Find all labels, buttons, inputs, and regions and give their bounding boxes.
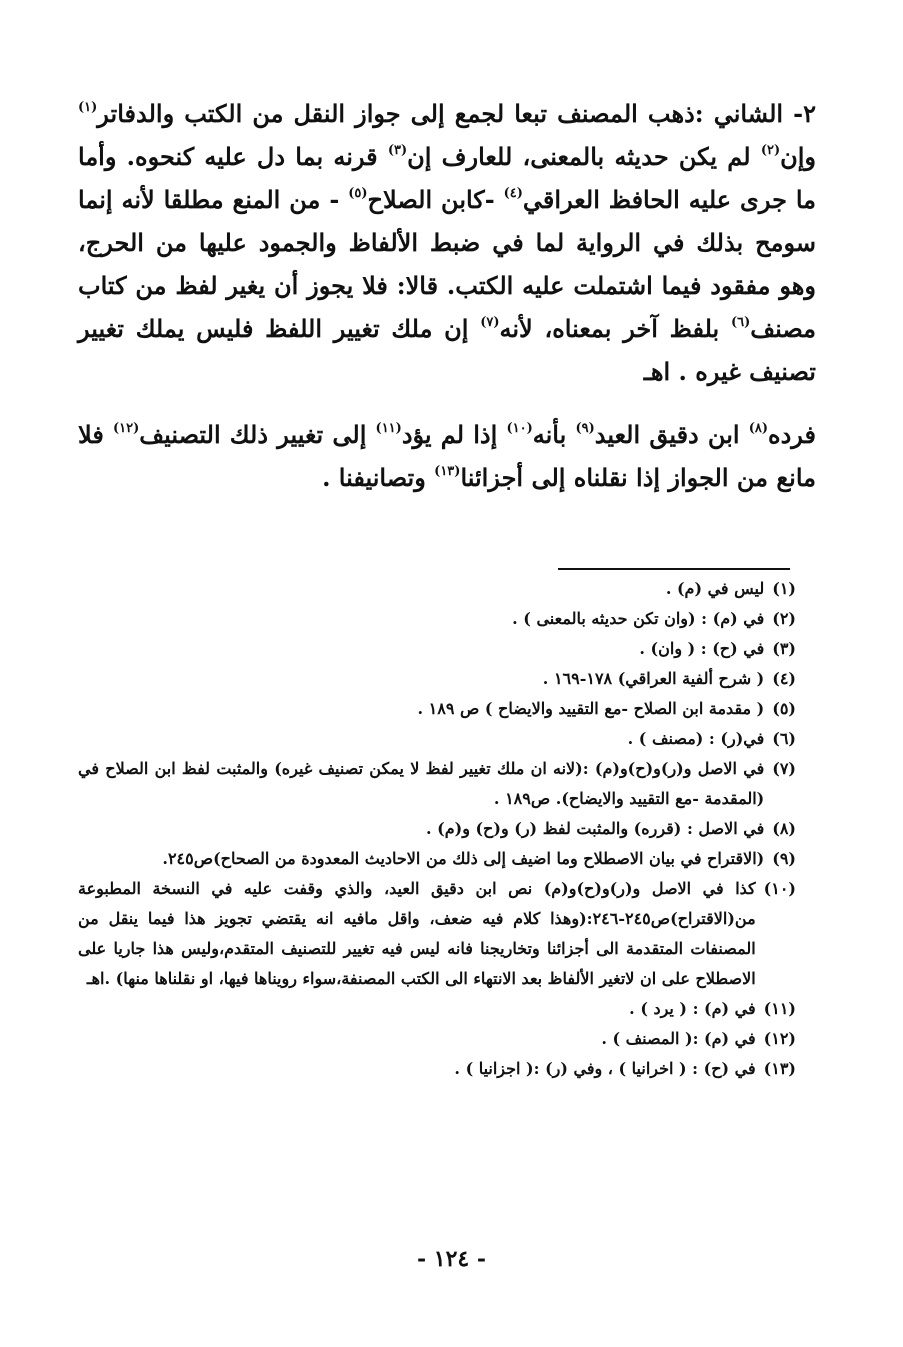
text-run: قرنه بما دل عليه كنحوه. وأما ما جرى عليه الحافظ العراقي (78, 142, 817, 214)
text-run: فرده (768, 420, 817, 449)
footnote-ref: (١١) (375, 421, 402, 436)
footnote-text: (الاقتراح في بيان الاصطلاح وما اضيف إلى ذلك من الاحاديث المعدودة من الصحاح)ص٢٤٥. (162, 849, 765, 868)
footnote-number: (١٠) (763, 879, 796, 898)
footnote-number: (٤) (772, 669, 796, 688)
footnote-item (78, 724, 796, 754)
text-run: ابن دقيق العيد (594, 420, 749, 449)
footnote-item (78, 754, 796, 814)
text-run: فلا مانع من الجواز إذا نقلناه إلى أجزائنا (78, 420, 816, 492)
footnote-ref: (٨) (748, 421, 769, 436)
footnote-ref: (١٢) (112, 421, 140, 436)
footnote-item (78, 994, 796, 1024)
footnote-text: في(ر) : (مصنف ) . (627, 729, 765, 748)
text-run: إذا لم يؤد (401, 420, 507, 449)
footnote-item (78, 874, 796, 994)
text-run: - من المنع مطلقا لأنه إنما سومح بذلك في الرواية لما في ضبط الألفاظ والجمود عليها من الحرج، وهو مفقود فيما اشتملت عليه الكتب. قالا: فلا يجوز أن يغير لفظ من كتاب مصنف (78, 185, 817, 343)
footnote-number: (١٣) (763, 1059, 796, 1078)
footnote-text: في (ح) : ( وان) . (639, 639, 765, 658)
footnote-item (78, 634, 796, 664)
footnote-ref: (٧) (480, 315, 500, 330)
text-run: بأنه (532, 420, 576, 449)
text-run: إن ملك تغيير اللفظ فليس يملك تغيير تصنيف غيره . اهـ (78, 314, 816, 386)
text-run: ٢- الشاني :ذهب المصنف تبعا لجمع إلى جواز النقل من الكتب والدفاتر (97, 99, 816, 128)
paragraph-2 (78, 413, 816, 499)
footnote-ref: (٦) (730, 315, 751, 330)
footnote-text: في الاصل و(ر)و(ح)و(م) :(لانه ان ملك تغيير لفظ لا يمكن تصنيف غيره) والمثبت لفظ ابن الصلاح في (المقدمة -مع التقييد والايضاح). ص١٨٩ . (78, 759, 765, 808)
footnote-ref: (٩) (575, 421, 595, 436)
footnote-number: (٧) (772, 759, 796, 778)
footnote-item (78, 694, 796, 724)
footnote-item (78, 1024, 796, 1054)
footnote-number: (١٢) (763, 1029, 796, 1048)
footnote-item (78, 844, 796, 874)
footnote-number: (٦) (772, 729, 796, 748)
text-run: لم يكن حديثه بالمعنى، للعارف إن (407, 142, 761, 171)
footnote-number: (٩) (772, 849, 796, 868)
footnote-ref: (٥) (348, 186, 368, 201)
paragraph-1 (78, 92, 816, 393)
footnote-text: في (ح) : ( اخرانيا ) ، وفي (ر) :( اجزانيا ) . (454, 1059, 756, 1078)
footnote-text: في (م) :( المصنف ) . (601, 1029, 756, 1048)
text-run: إلى تغيير ذلك التصنيف (139, 420, 376, 449)
footnote-number: (١١) (763, 999, 796, 1018)
footnote-number: (١) (772, 579, 796, 598)
footnote-item (78, 1054, 796, 1084)
footnote-item (78, 574, 796, 604)
footnotes (78, 574, 796, 1084)
footnote-text: ( مقدمة ابن الصلاح -مع التقييد والايضاح ) ص ١٨٩ . (417, 699, 765, 718)
footnote-text: في (م) : (وان تكن حديثه بالمعنى ) . (512, 609, 765, 628)
footnote-number: (٣) (772, 639, 796, 658)
main-text (78, 92, 816, 499)
footnote-ref: (١٠) (506, 421, 533, 436)
footnote-ref: (١٣) (434, 464, 461, 479)
footnote-separator (558, 568, 790, 570)
footnote-ref: (٢) (760, 143, 781, 158)
text-run: وإن (780, 142, 816, 171)
footnote-text: في (م) : ( يرد ) . (629, 999, 756, 1018)
footnote-number: (٢) (772, 609, 796, 628)
footnote-ref: (٤) (503, 186, 523, 201)
footnote-item (78, 814, 796, 844)
text-run: وتصانيفنا . (322, 463, 435, 492)
footnote-text: ( شرح ألفية العراقي) ١٧٨-١٦٩ . (542, 669, 765, 688)
footnote-ref: (١) (78, 100, 98, 115)
footnote-number: (٥) (772, 699, 796, 718)
footnote-text: في الاصل : (قرره) والمثبت لفظ (ر) و(ح) و(م) . (426, 819, 765, 838)
footnote-text: كذا في الاصل و(ر)و(ح)و(م) نص ابن دقيق العيد، والذي وقفت عليه في النسخة المطبوعة من(الاقتراح)ص٢٤٥-٢٤٦:(وهذا كلام فيه ضعف، واقل مافيه انه يقتضي تجويز هذا فيما ينقل من المصنفات المتقدمة الى أجزائنا وتخاريجنا فانه ليس فيه تغيير للتصنيف المتقدم،وليس هذا جاريا على الاصطلاح على ان لاتغير الألفاظ بعد الانتهاء الى الكتب المصنفة،سواء رويناها فيها، او نقلناها منها) .اهـ (78, 879, 756, 988)
footnote-ref: (٣) (387, 143, 408, 158)
footnote-text: ليس في (م) . (665, 579, 765, 598)
text-run: بلفظ آخر بمعناه، لأنه (499, 314, 731, 343)
footnote-item (78, 604, 796, 634)
footnote-number: (٨) (772, 819, 796, 838)
text-run: -كابن الصلاح (367, 185, 504, 214)
footnote-item (78, 664, 796, 694)
page-number: - ١٢٤ - (416, 1246, 487, 1272)
